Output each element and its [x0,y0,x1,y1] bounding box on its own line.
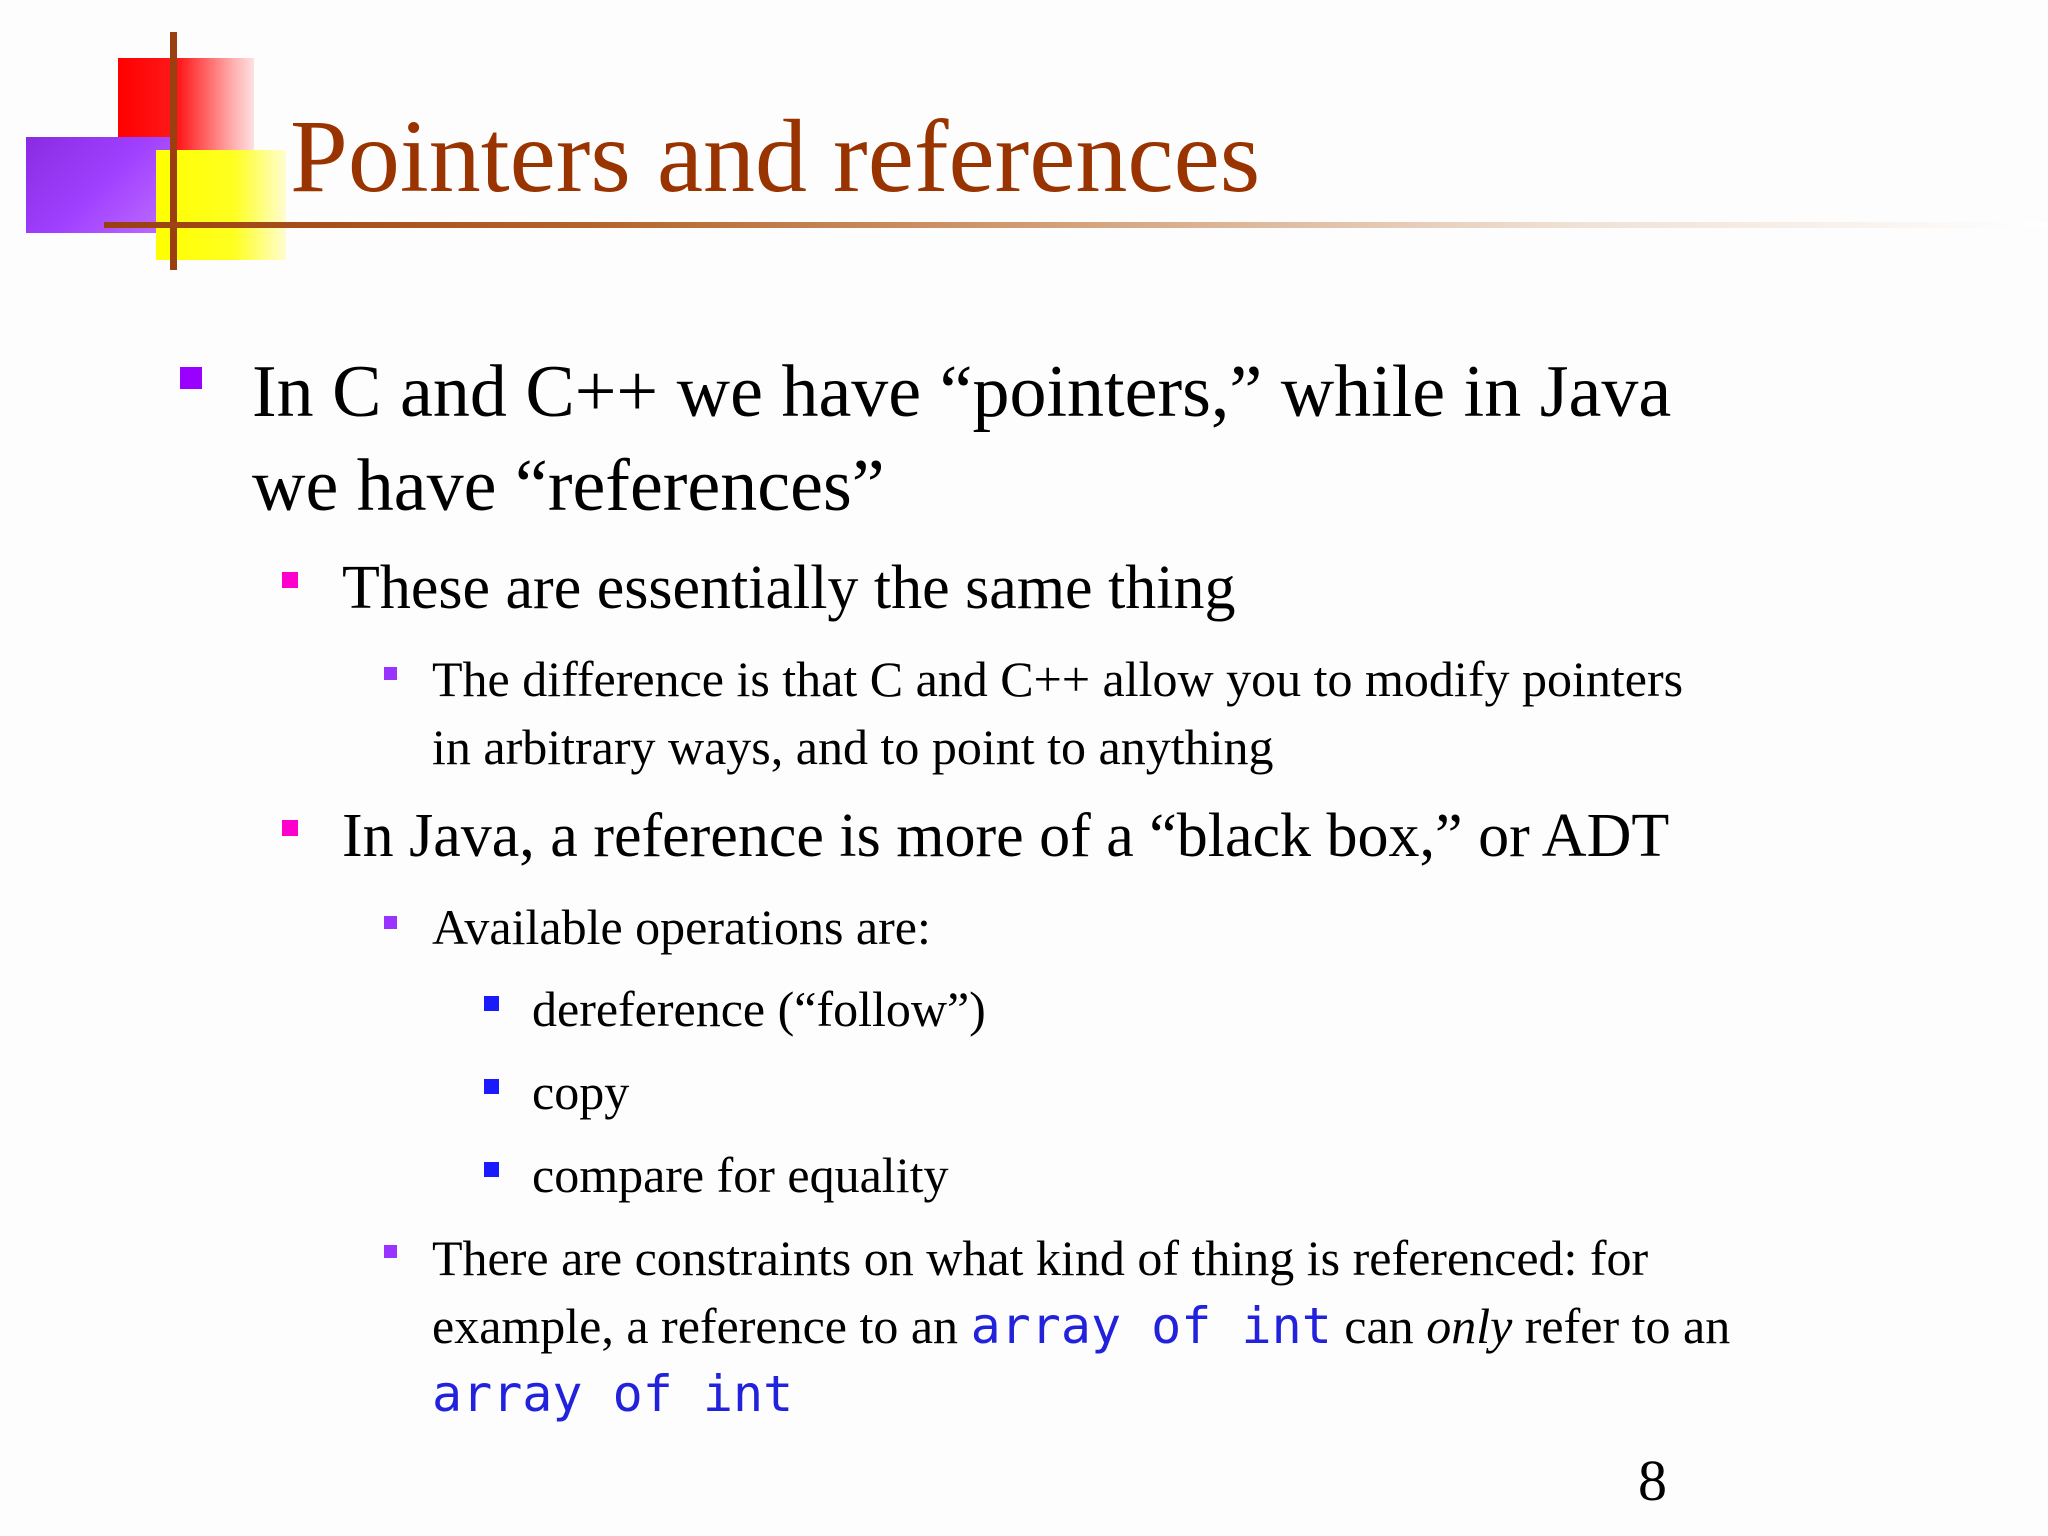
bullet-1-2-1: Available operations are: [432,899,931,955]
bullet-1-2-2-line1: There are constraints on what kind of thing is referenced: for [432,1230,1649,1286]
bullet-1-line2: we have “references” [252,445,885,527]
bullet-1-2-2-line3 [432,1360,793,1428]
decor-purple-square [26,137,176,233]
bullet-1-line1: In C and C++ we have “pointers,” while in Java [252,351,1672,433]
bullet-level3-icon [384,916,397,929]
bullet-level4-icon [484,1162,499,1177]
bullet-level2-icon [282,572,298,588]
bullet-level2-icon [282,820,298,836]
bullet-level1-icon [180,367,202,389]
code-array-of-int: array of int [432,1365,794,1423]
decor-vertical-line [170,32,177,270]
bullet-1-1-1-line2: in arbitrary ways, and to point to anything [432,719,1274,775]
line-text: example, a reference to an [432,1298,971,1354]
bullet-level3-icon [384,1245,397,1258]
operation-item: copy [532,1064,630,1120]
operation-item: dereference (“follow”) [532,981,986,1037]
bullet-1-1-1-line1: The difference is that C and C++ allow you to modify pointers [432,651,1684,707]
bullet-level4-icon [484,996,499,1011]
line-text: refer to an [1512,1298,1731,1354]
code-array-of-int: array of int [970,1297,1332,1355]
emphasis-only: only [1426,1298,1513,1354]
bullet-1-2-2-line2 [432,1292,1730,1360]
bullet-1-1: These are essentially the same thing [342,554,1236,622]
bullet-level3-icon [384,667,397,680]
line-text: can [1331,1298,1427,1354]
operation-item: compare for equality [532,1147,949,1203]
bullet-1-2: In Java, a reference is more of a “black box,” or ADT [342,802,1670,870]
bullet-level4-icon [484,1079,499,1094]
title-underline [104,222,2048,228]
slide-title: Pointers and references [290,99,1261,214]
page-number: 8 [1638,1448,1667,1513]
